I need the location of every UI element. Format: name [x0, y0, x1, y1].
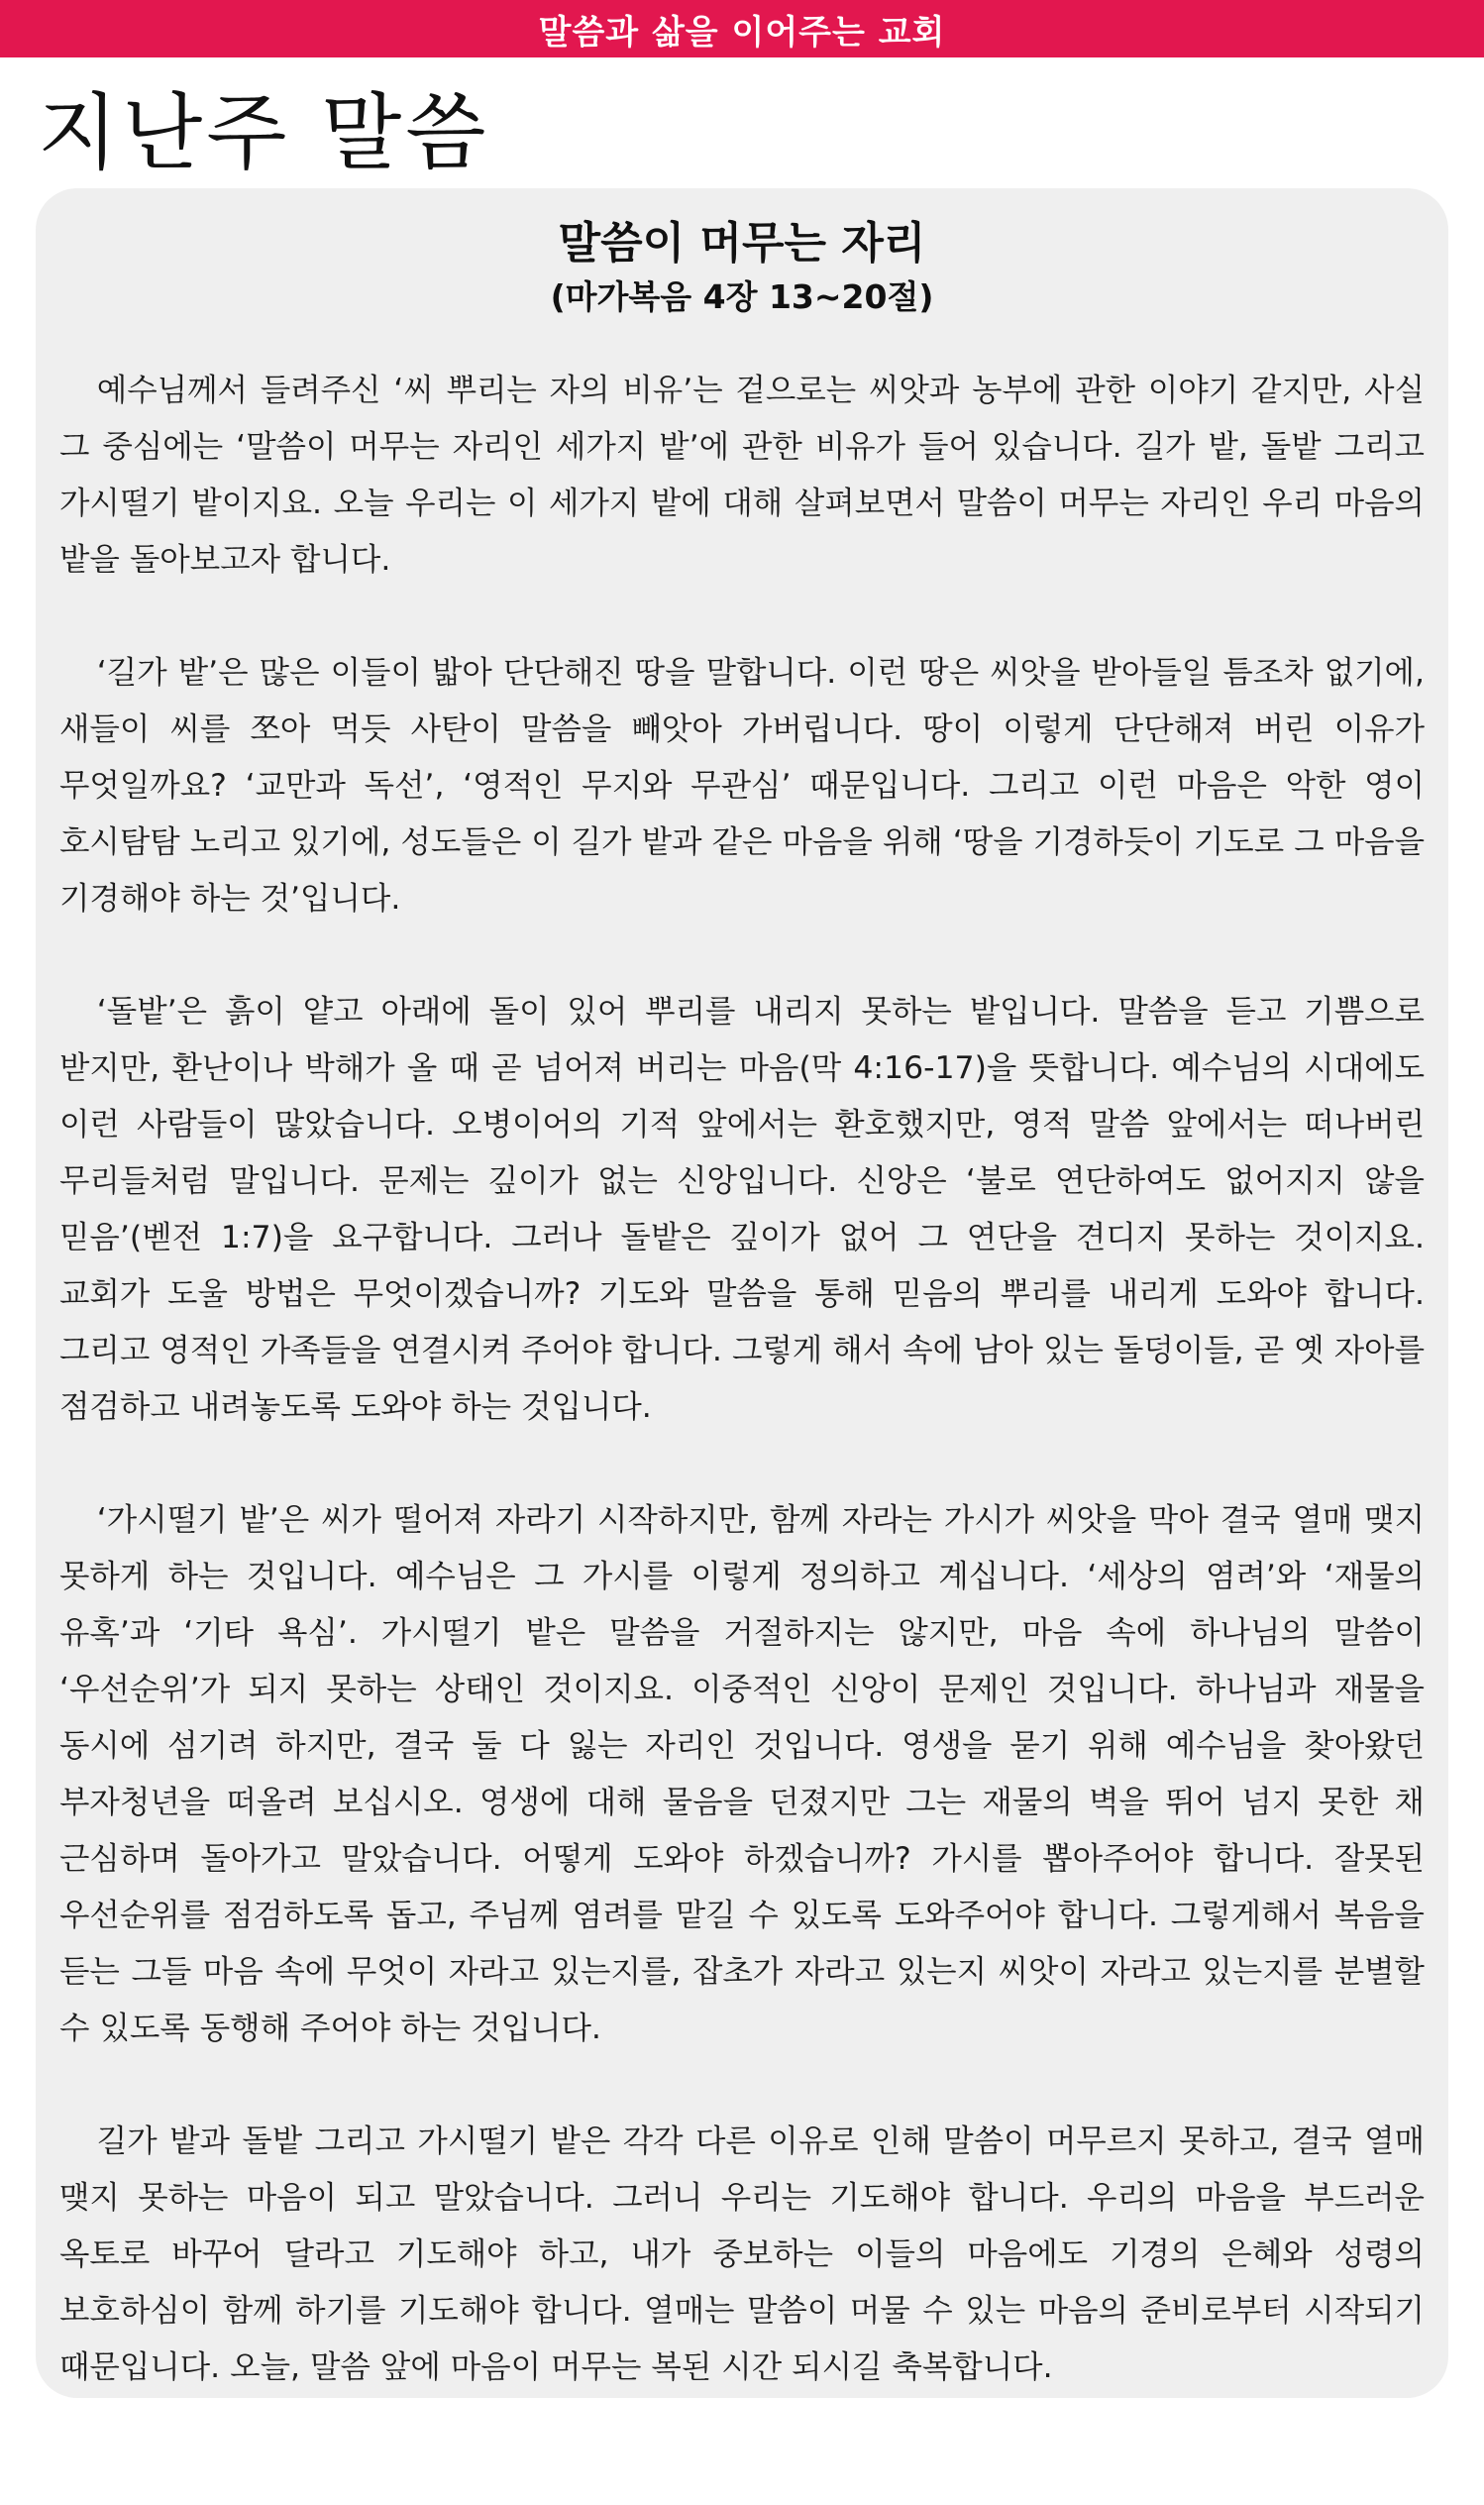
- scripture-reference: (마가복음 4장 13~20절): [550, 277, 934, 316]
- top-banner: [0, 0, 1484, 57]
- sermon-card: [36, 188, 1448, 2398]
- sermon-body: [59, 363, 1425, 2452]
- sermon-paragraph-3: ‘돌밭’은 흙이 얕고 아래에 돌이 있어 뿌리를 내리지 못하는 밭입니다. 말씀을 듣고 기쁨으로 받지만, 환난이나 박해가 올 때 곧 넘어져 버리는 마음(막 4:16-17)을 뜻합니다. 예수님의 시대에도 이런 사람들이 많았습니다. 오병이어의 기적 앞에서는 환호했지만, 영적 말씀 앞에서는 떠나버린 무리들처럼 말입니다. 문제는 깊이가 없는 신앙입니다. 신앙은 ‘불로 연단하여도 없어지지 않을 믿음’(벧전 1:7)을 요구합니다. 그러나 돌밭은 깊이가 없어 그 연단을 견디지 못하는 것이지요. 교회가 도울 방법은 무엇이겠습니까? 기도와 말씀을 통해 믿음의 뿌리를 내리게 도와야 합니다. 그리고 영적인 가족들을 연결시켜 주어야 합니다. 그렇게 해서 속에 남아 있는 돌덩이들, 곧 옛 자아를 점검하고 내려놓도록 도와야 하는 것입니다.: [59, 994, 1425, 1425]
- section-title: 지난주 말씀: [38, 84, 490, 181]
- sermon-paragraph-2: ‘길가 밭’은 많은 이들이 밟아 단단해진 땅을 말합니다. 이런 땅은 씨앗을 받아들일 틈조차 없기에, 새들이 씨를 쪼아 먹듯 사탄이 말씀을 빼앗아 가버립니다. 땅이 이렇게 단단해져 버린 이유가 무엇일까요? ‘교만과 독선’, ‘영적인 무지와 무관심’ 때문입니다. 그리고 이런 마음은 악한 영이 호시탐탐 노리고 있기에, 성도들은 이 길가 밭과 같은 마음을 위해 ‘땅을 기경하듯이 기도로 그 마음을 기경해야 하는 것’입니다.: [59, 655, 1425, 917]
- sermon-paragraph-1: 예수님께서 들려주신 ‘씨 뿌리는 자의 비유’는 겉으로는 씨앗과 농부에 관한 이야기 같지만, 사실 그 중심에는 ‘말씀이 머무는 자리인 세가지 밭’에 관한 비유가 들어 있습니다. 길가 밭, 돌밭 그리고 가시떨기 밭이지요. 오늘 우리는 이 세가지 밭에 대해 살펴보면서 말씀이 머무는 자리인 우리 마음의 밭을 돌아보고자 합니다.: [59, 373, 1425, 578]
- sermon-paragraph-4: ‘가시떨기 밭’은 씨가 떨어져 자라기 시작하지만, 함께 자라는 가시가 씨앗을 막아 결국 열매 맺지 못하게 하는 것입니다. 예수님은 그 가시를 이렇게 정의하고 계십니다. ‘세상의 염려’와 ‘재물의 유혹’과 ‘기타 욕심’. 가시떨기 밭은 말씀을 거절하지는 않지만, 마음 속에 하나님의 말씀이 ‘우선순위’가 되지 못하는 상태인 것이지요. 이중적인 신앙이 문제인 것입니다. 하나님과 재물을 동시에 섬기려 하지만, 결국 둘 다 잃는 자리인 것입니다. 영생을 묻기 위해 예수님을 찾아왔던 부자청년을 떠올려 보십시오. 영생에 대해 물음을 던졌지만 그는 재물의 벽을 뛰어 넘지 못한 채 근심하며 돌아가고 말았습니다. 어떻게 도와야 하겠습니까? 가시를 뽑아주어야 합니다. 잘못된 우선순위를 점검하도록 돕고, 주님께 염려를 맡길 수 있도록 도와주어야 합니다. 그렇게해서 복음을 듣는 그들 마음 속에 무엇이 자라고 있는지를, 잡초가 자라고 있는지 씨앗이 자라고 있는지를 분별할 수 있도록 동행해 주어야 하는 것입니다.: [59, 1502, 1425, 2046]
- sermon-paragraph-5: 길가 밭과 돌밭 그리고 가시떨기 밭은 각각 다른 이유로 인해 말씀이 머무르지 못하고, 결국 열매 맺지 못하는 마음이 되고 말았습니다. 그러니 우리는 기도해야 합니다. 우리의 마음을 부드러운 옥토로 바꾸어 달라고 기도해야 하고, 내가 중보하는 이들의 마음에도 기경의 은혜와 성령의 보호하심이 함께 하기를 기도해야 합니다. 열매는 말씀이 머물 수 있는 마음의 준비로부터 시작되기 때문입니다. 오늘, 말씀 앞에 마음이 머무는 복된 시간 되시길 축복합니다.: [59, 2124, 1425, 2385]
- banner-text: 말씀과 삶을 이어주는 교회: [538, 12, 946, 53]
- sermon-title: 말씀이 머무는 자리: [558, 218, 926, 269]
